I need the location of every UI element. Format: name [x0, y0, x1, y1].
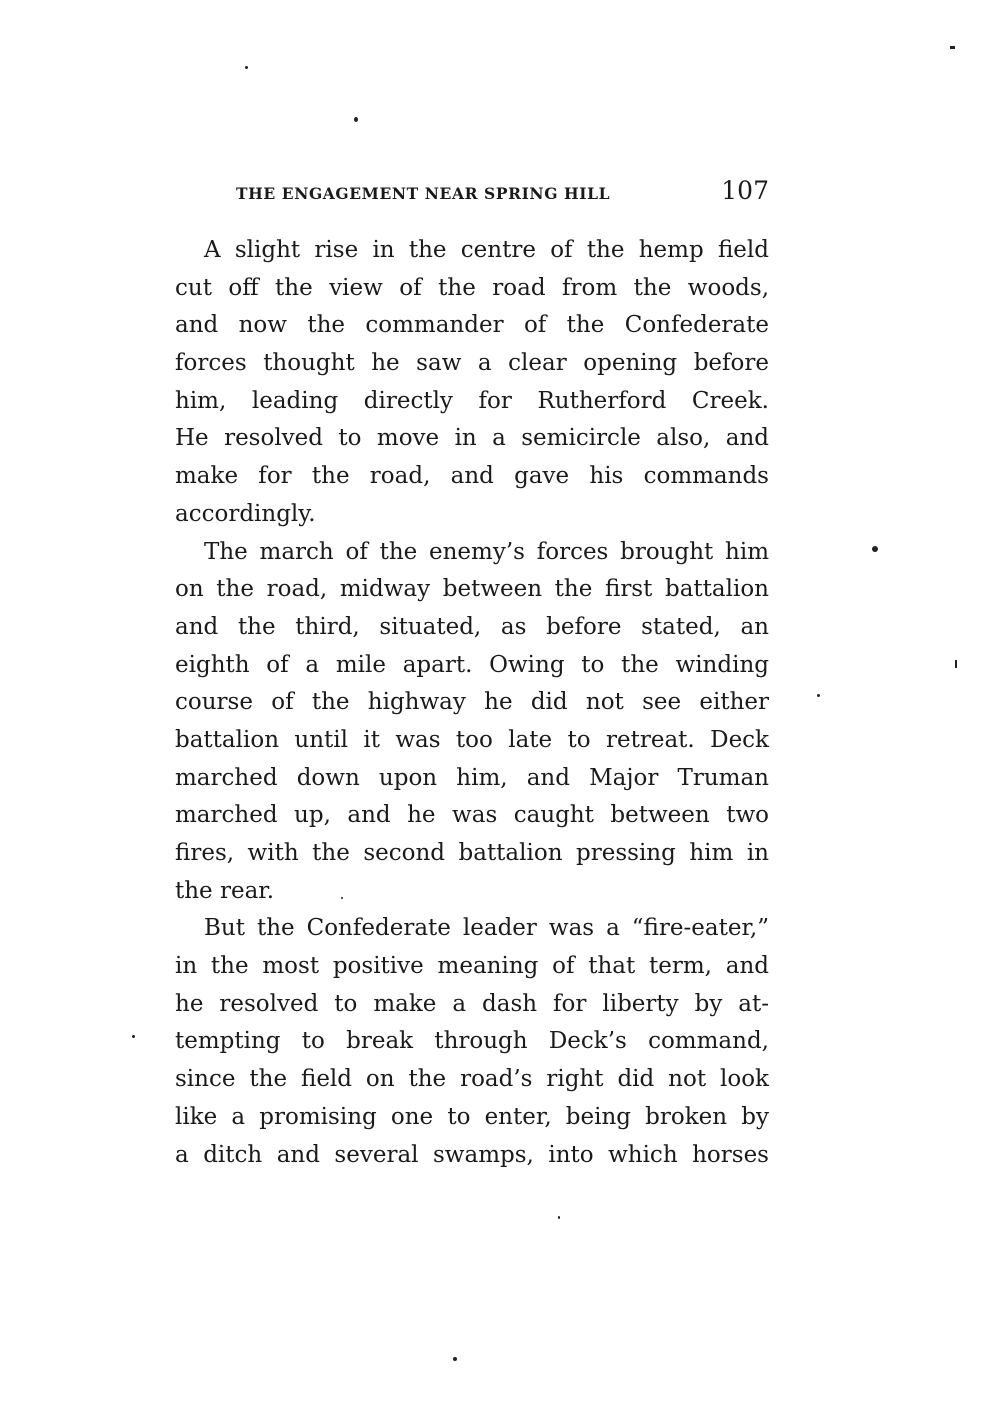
- text-line: fires, with the second battalion pressing him in: [175, 840, 769, 866]
- text-line: make for the road, and gave his commands: [175, 463, 769, 490]
- text-line: marched down upon him, and Major Truman: [175, 764, 769, 791]
- text-line: battalion until it was too late to retreat. Deck: [175, 726, 769, 753]
- scan-speck: [132, 1035, 135, 1038]
- text-line: him, leading directly for Rutherford Creek.: [175, 387, 769, 414]
- scan-speck: [817, 694, 820, 697]
- text-line: since the field on the road’s right did not look: [175, 1066, 769, 1093]
- paragraph: [175, 232, 769, 534]
- text-line: like a promising one to enter, being broken by: [175, 1103, 769, 1130]
- running-title: THE ENGAGEMENT NEAR SPRING HILL: [236, 184, 611, 203]
- scan-speck: [354, 117, 358, 122]
- text-line: marched up, and he was caught between two: [175, 802, 769, 829]
- scan-speck: [245, 66, 248, 69]
- text-line: A slight rise in the centre of the hemp field: [204, 237, 769, 263]
- page-number: 107: [721, 176, 769, 205]
- text-line: the rear.: [175, 877, 275, 904]
- text-line: and now the commander of the Confederate: [175, 312, 769, 339]
- text-line: The march of the enemy’s forces brought him: [204, 538, 769, 565]
- text-line: and the third, situated, as before stated, an: [175, 613, 769, 640]
- text-line: forces thought he saw a clear opening before: [175, 350, 769, 377]
- scan-speck: [872, 546, 878, 552]
- text-line: a ditch and several swamps, into which horses: [175, 1141, 769, 1168]
- text-line: on the road, midway between the first battalion: [175, 576, 769, 603]
- scan-speck: [950, 46, 955, 49]
- body-text: [175, 232, 769, 1174]
- scan-speck: [955, 660, 957, 668]
- text-line: course of the highway he did not see either: [175, 689, 769, 716]
- text-line: in the most positive meaning of that term, and: [175, 953, 769, 980]
- scan-speck: [341, 897, 343, 899]
- paragraph: [175, 910, 769, 1174]
- scan-speck: [558, 1216, 560, 1219]
- text-line: tempting to break through Deck’s command,: [175, 1028, 769, 1055]
- scan-speck: [453, 1357, 457, 1361]
- text-line: accordingly.: [175, 500, 316, 527]
- paragraph: [175, 534, 769, 911]
- text-line: He resolved to move in a semicircle also, and: [175, 425, 769, 452]
- text-line: cut off the view of the road from the woods,: [175, 274, 769, 301]
- running-head: [236, 176, 769, 212]
- text-line: he resolved to make a dash for liberty by at-: [175, 990, 769, 1017]
- text-line: eighth of a mile apart. Owing to the winding: [175, 651, 769, 678]
- text-line: But the Confederate leader was a “fire-eater,”: [204, 915, 769, 942]
